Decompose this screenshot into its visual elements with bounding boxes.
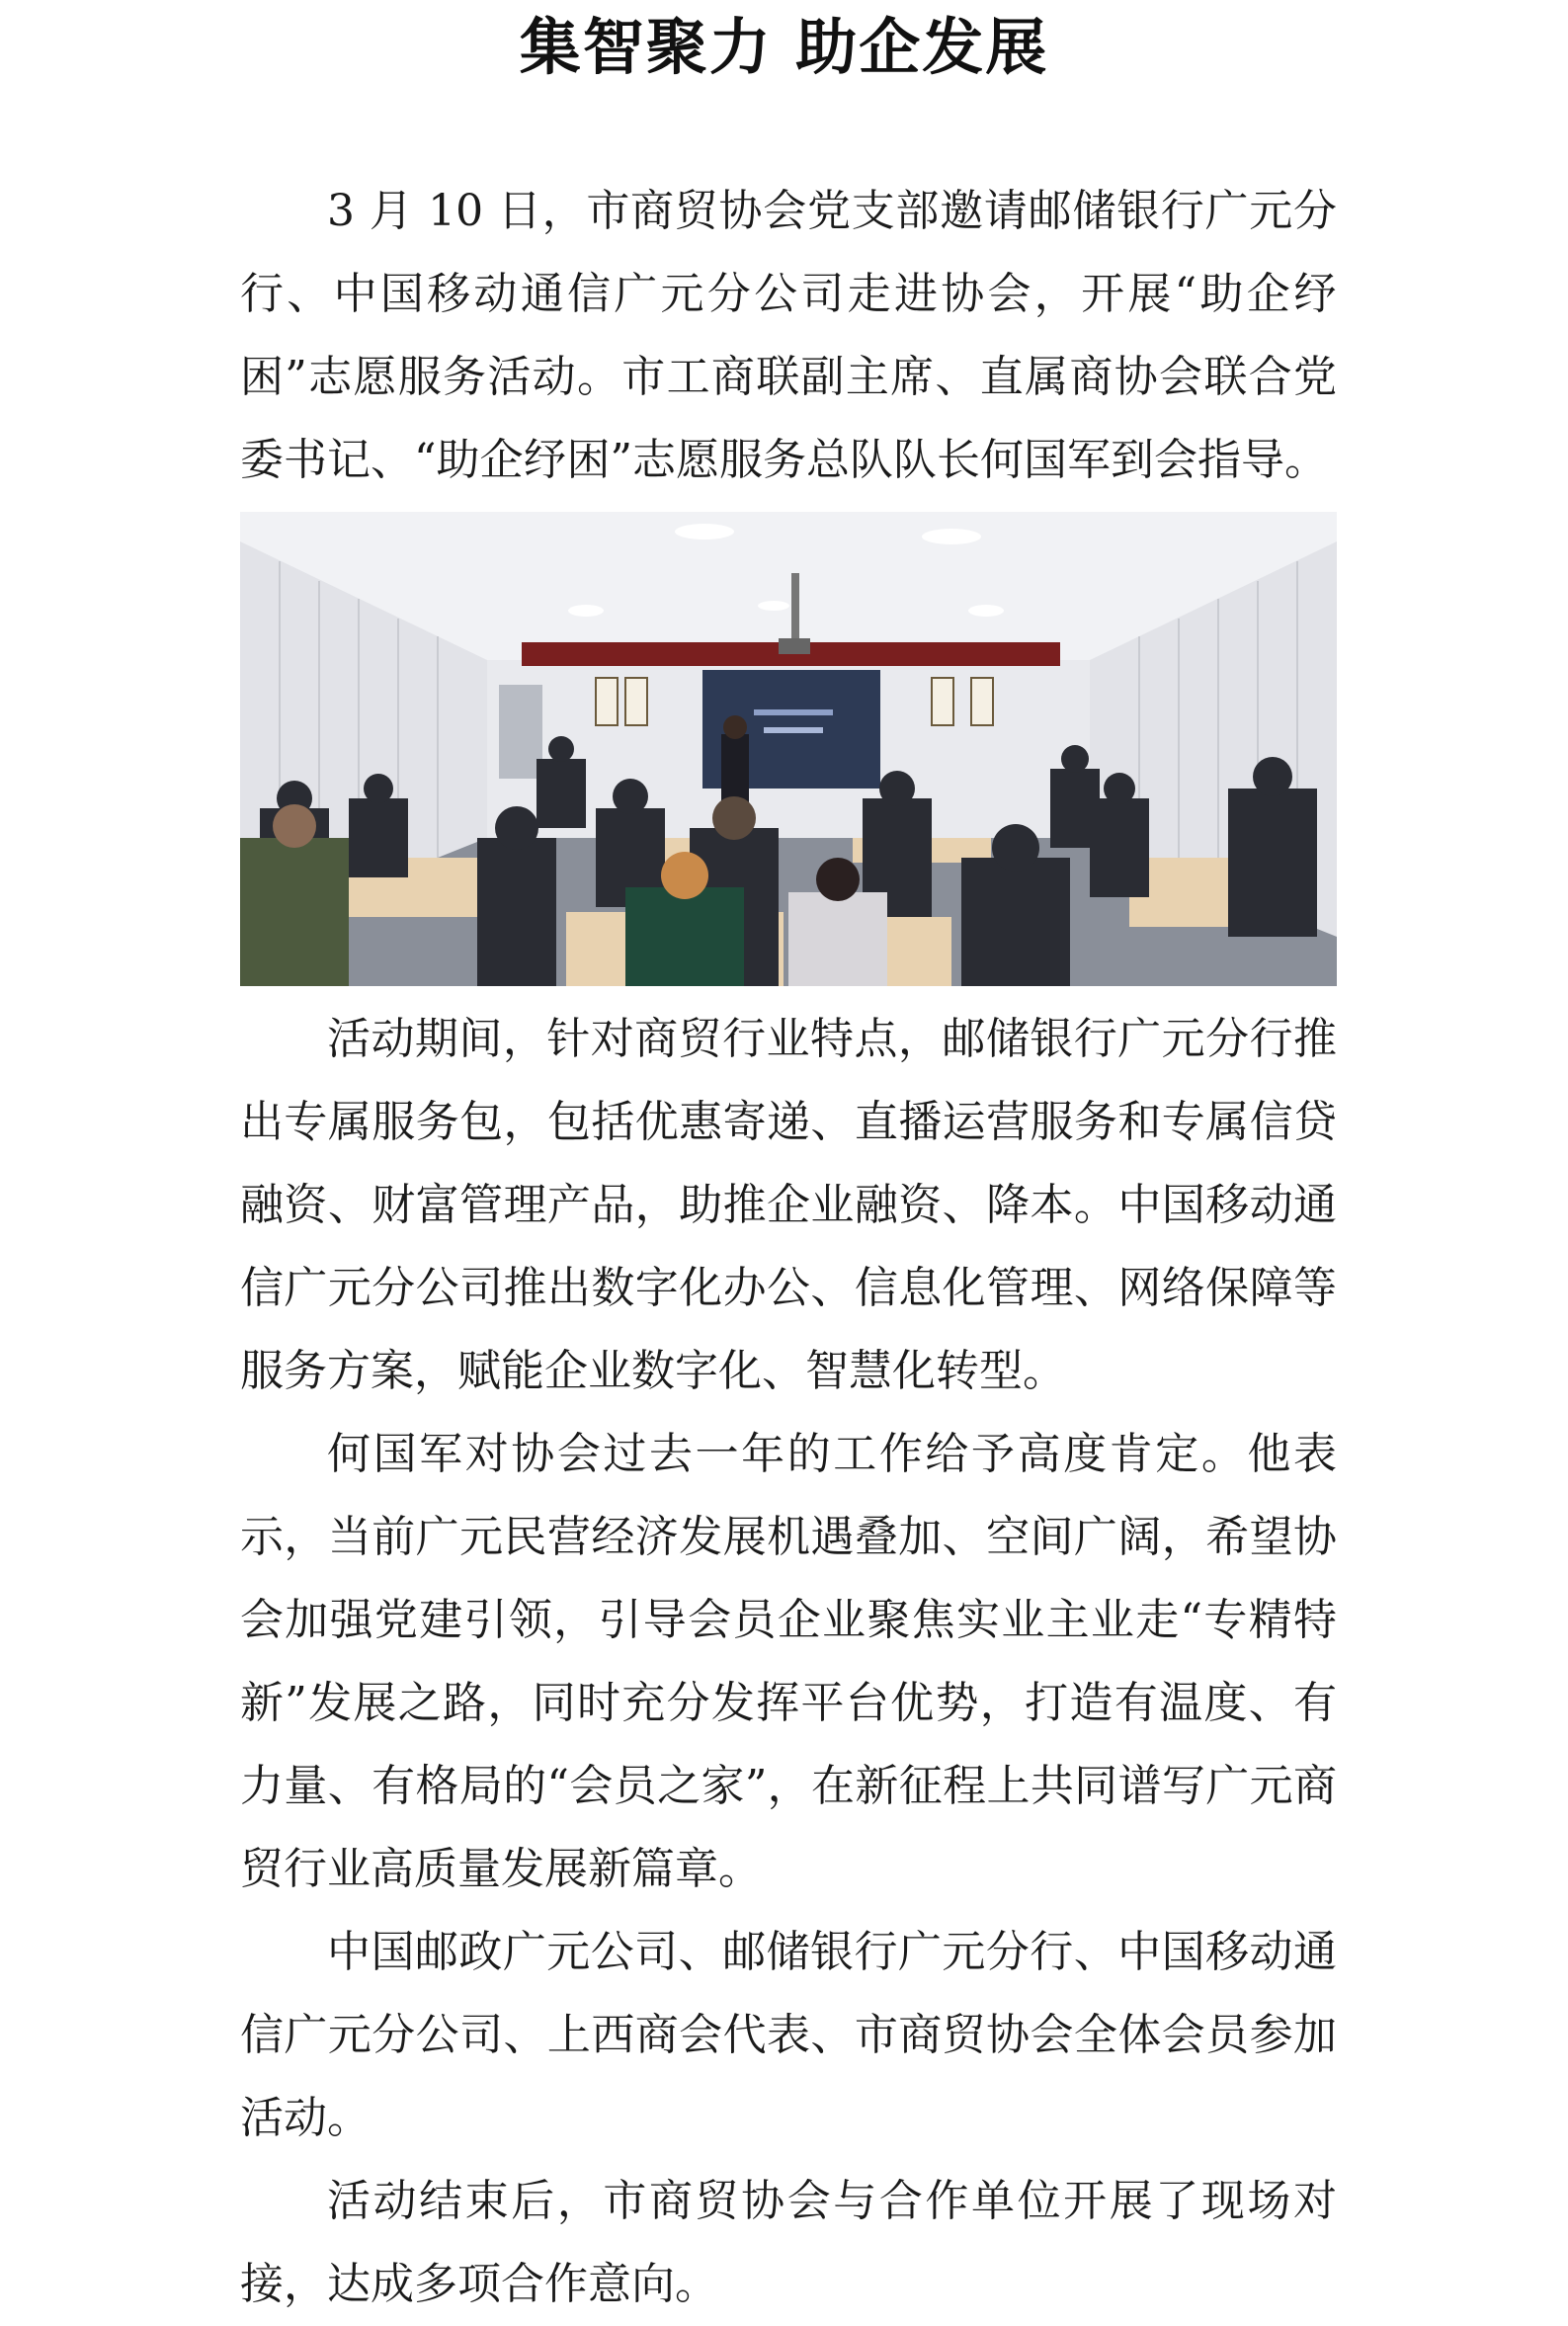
meeting-room-illustration (240, 512, 1337, 986)
article-title: 集智聚力 助企发展 (519, 11, 1049, 83)
paragraph-1: 3 月 10 日，市商贸协会党支部邀请邮储银行广元分行、中国移动通信广元分公司走进协会，开展“助企纾困”志愿服务活动。市工商联副主席、直属商协会联合党委书记、“助企纾困”志愿服务总队队长何国军到会指导。 (240, 186, 1337, 485)
paragraph-4: 中国邮政广元公司、邮储银行广元分行、中国移动通信广元分公司、上西商会代表、市商贸协会全体会员参加活动。 (240, 1927, 1337, 2143)
paragraph-2: 活动期间，针对商贸行业特点，邮储银行广元分行推出专属服务包，包括优惠寄递、直播运营服务和专属信贷融资、财富管理产品，助推企业融资、降本。中国移动通信广元分公司推出数字化办公、信息化管理、网络保障等服务方案，赋能企业数字化、智慧化转型。 (240, 1014, 1337, 1396)
paragraph-3: 何国军对协会过去一年的工作给予高度肯定。他表示，当前广元民营经济发展机遇叠加、空间广阔，希望协会加强党建引领，引导会员企业聚焦实业主业走“专精特新”发展之路，同时充分发挥平台优势，打造有温度、有力量、有格局的“会员之家”，在新征程上共同谱写广元商贸行业高质量发展新篇章。 (240, 1429, 1337, 1894)
meeting-photo (240, 512, 1337, 986)
article-body-top (240, 170, 1337, 502)
article-body-bottom (240, 998, 1337, 2326)
paragraph-5: 活动结束后，市商贸协会与合作单位开展了现场对接，达成多项合作意向。 (240, 2176, 1337, 2309)
